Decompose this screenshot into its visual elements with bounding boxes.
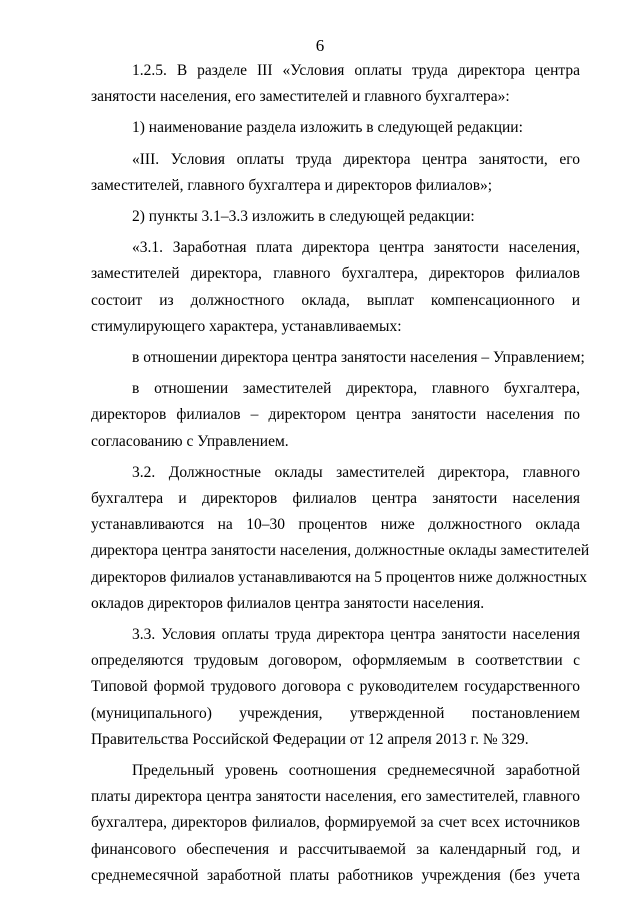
paragraph (91, 376, 580, 455)
text-line: финансового обеспечения и рассчитываемой за календарный год, и (91, 840, 580, 858)
text-line: определяются трудовым договором, оформляемым в соответствии с (91, 652, 580, 670)
text-line: заместителей, главного бухгалтера и директоров филиалов»; (91, 176, 493, 194)
paragraph (91, 115, 580, 141)
text-line: директоров филиалов – директором центра занятости населения по (91, 406, 580, 424)
paragraph (91, 204, 580, 230)
paragraph (91, 235, 580, 340)
text-line: стимулирующего характера, устанавливаемых: (91, 317, 402, 335)
text-line: Типовой формой трудового договора с руководителем государственного (91, 678, 580, 696)
text-line: окладов директоров филиалов центра занятости населения. (91, 594, 485, 612)
text-line: в отношении директора центра занятости населения – Управлением; (132, 349, 585, 367)
text-line: устанавливаются на 10–30 процентов ниже должностного оклада (91, 516, 580, 534)
text-line: Правительства Российской Федерации от 12 апреля 2013 г. № 329. (91, 730, 529, 748)
text-line: директоров филиалов устанавливаются на 5 процентов ниже должностных (91, 568, 587, 586)
text-line: Предельный уровень соотношения среднемесячной заработной (132, 762, 580, 780)
text-line: платы директора центра занятости населения, его заместителей, главного (91, 788, 580, 806)
text-line: 3.2. Должностные оклады заместителей директора, главного (132, 463, 580, 481)
text-line: состоит из должностного оклада, выплат компенсационного и (91, 291, 580, 309)
paragraph (91, 147, 580, 199)
text-line: 1.2.5. В разделе III «Условия оплаты труда директора центра (132, 62, 580, 79)
text-line: «3.1. Заработная плата директора центра занятости населения, (132, 239, 580, 257)
text-line: 1) наименование раздела изложить в следующей редакции: (132, 119, 523, 137)
document-body (91, 58, 590, 894)
text-line: занятости населения, его заместителей и главного бухгалтера»: (91, 88, 510, 106)
page-number: 6 (315, 36, 325, 55)
text-line: директора центра занятости населения, должностные оклады заместителей (91, 542, 590, 560)
text-line: (муниципального) учреждения, утвержденной постановлением (91, 704, 580, 722)
paragraph (91, 622, 580, 753)
text-line: в отношении заместителей директора, главного бухгалтера, (132, 380, 580, 398)
paragraph (91, 758, 580, 889)
text-line: бухгалтера и директоров филиалов центра занятости населения (91, 490, 580, 508)
text-line: согласованию с Управлением. (91, 432, 289, 450)
text-line: 2) пункты 3.1–3.3 изложить в следующей редакции: (132, 208, 475, 226)
text-line: бухгалтера, директоров филиалов, формируемой за счет всех источников (91, 814, 580, 832)
text-line: среднемесячной заработной платы работников учреждения (без учета (91, 866, 580, 884)
text-line: 3.3. Условия оплаты труда директора центра занятости населения (132, 626, 580, 644)
paragraph (91, 345, 585, 371)
text-line: «III. Условия оплаты труда директора центра занятости, его (132, 150, 580, 168)
text-line: заместителей директора, главного бухгалтера, директоров филиалов (91, 265, 580, 283)
paragraph (91, 58, 580, 110)
paragraph (91, 460, 590, 617)
